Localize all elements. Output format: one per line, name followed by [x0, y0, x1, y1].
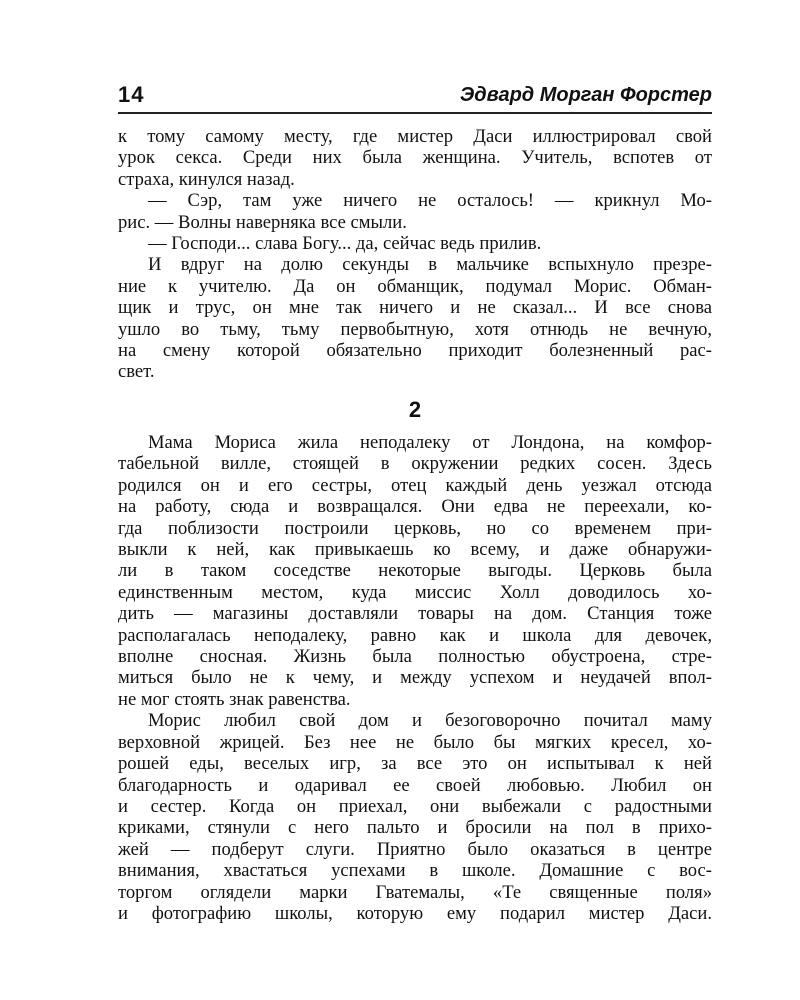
text-line: торгом оглядели марки Гватемалы, «Те священные поля»	[118, 881, 712, 903]
running-title: Эдвард Морган Форстер	[459, 84, 712, 106]
text-line: не мог стоять знак равенства.	[118, 688, 351, 710]
page-number: 14	[118, 82, 145, 107]
text-line: урок секса. Среди них была женщина. Учитель, вспотев от	[118, 147, 712, 169]
text-line: верховной жрицей. Без нее не было бы мягких кресел, хо-	[118, 731, 712, 753]
text-line: ушло во тьму, тьму первобытную, хотя отнюдь не вечную,	[118, 318, 712, 340]
text-line: внимания, хвастаться успехами в школе. Домашние с вос-	[118, 860, 712, 882]
text-line: криками, стянули с него пальто и бросили на пол в прихо-	[118, 817, 712, 839]
section-2-text	[118, 432, 712, 924]
text-line: И вдруг на долю секунды в мальчике вспыхнуло презре-	[148, 254, 712, 276]
text-line: Мама Мориса жила неподалеку от Лондона, на комфор-	[148, 432, 712, 453]
text-line: гда поблизости построили церковь, но со временем при-	[118, 517, 712, 539]
text-line: страха, кинулся назад.	[118, 168, 295, 190]
text-line: располагалась неподалеку, равно как и школа для девочек,	[118, 624, 712, 646]
text-line: единственным местом, куда миссис Холл доводилось хо-	[118, 581, 712, 603]
text-line: свет.	[118, 361, 155, 383]
text-line: и фотографию школы, которую ему подарил мистер Даси.	[118, 902, 712, 924]
text-line: миться было не к чему, и между успехом и неудачей впол-	[118, 667, 712, 689]
text-line: — Господи... слава Богу... да, сейчас ведь прилив.	[148, 233, 542, 255]
text-line: выкли к ней, как привыкаешь ко всему, и даже обнаружи-	[118, 539, 712, 561]
running-header	[118, 82, 712, 114]
text-line: дить — магазины доставляли товары на дом. Станция тоже	[118, 603, 712, 625]
text-line: к тому самому месту, где мистер Даси иллюстрировал свой	[118, 126, 712, 147]
chapter-number: 2	[408, 397, 422, 422]
text-line: табельной вилле, стоящей в окружении редких сосен. Здесь	[118, 453, 712, 475]
text-line: родился он и его сестры, отец каждый день уезжал отсюда	[118, 474, 712, 496]
text-line: ли в таком соседстве некоторые выгоды. Церковь была	[118, 560, 712, 582]
text-line: жей — подберут слуги. Приятно было оказаться в центре	[118, 838, 712, 860]
text-line: на работу, сюда и возвращался. Они едва не переехали, ко-	[118, 496, 712, 518]
text-line: — Сэр, там уже ничего не осталось! — крикнул Мо-	[148, 190, 712, 212]
text-line: вполне сносная. Жизнь была полностью обустроена, стре-	[118, 646, 712, 668]
text-line: рис. — Волны наверняка все смыли.	[118, 211, 407, 233]
text-line: рошей еды, веселых игр, за все это он испытывал к ней	[118, 753, 712, 775]
text-line: благодарность и одаривал ее своей любовью. Любил он	[118, 774, 712, 796]
text-line: и сестер. Когда он приехал, они выбежали с радостными	[118, 795, 712, 817]
section-1-text	[118, 126, 712, 383]
text-line: на смену которой обязательно приходит болезненный рас-	[118, 340, 712, 362]
text-line: Морис любил свой дом и безоговорочно почитал маму	[148, 710, 712, 732]
text-line: щик и трус, он мне так ничего и не сказал... И все снова	[118, 297, 712, 319]
text-line: ние к учителю. Да он обманщик, подумал Морис. Обман-	[118, 275, 712, 297]
